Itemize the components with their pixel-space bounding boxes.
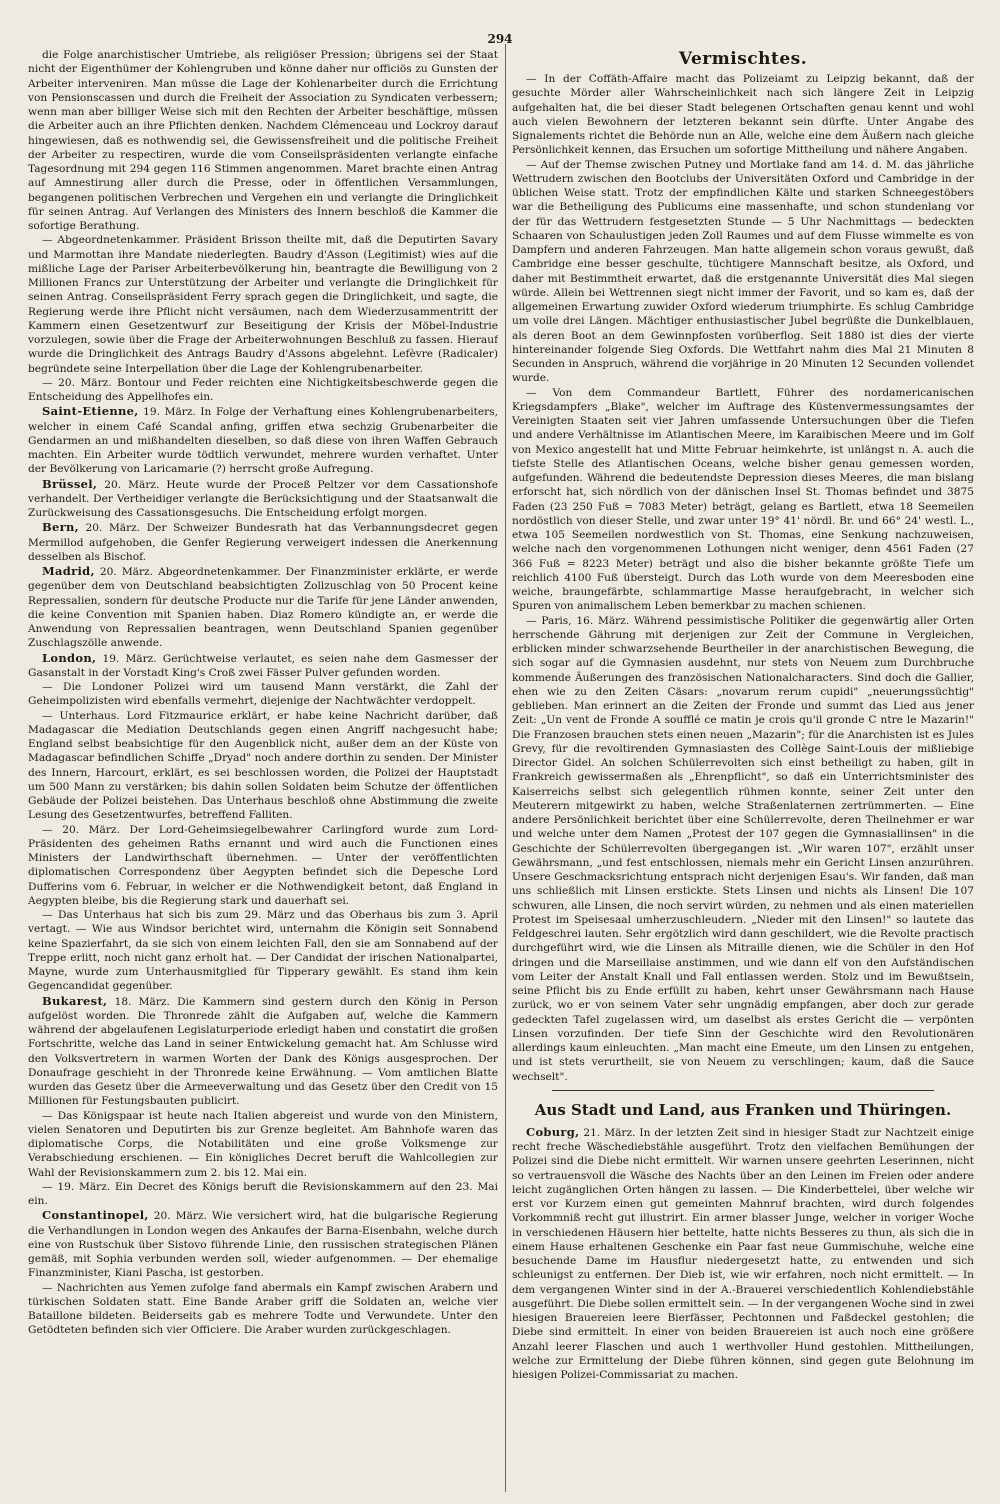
- article-paragraph: [28, 520, 498, 564]
- article-coburg: [512, 1125, 974, 1383]
- article-text: — 20. März. Der Lord-Geheimsiegelbewahrer Carlingford wurde zum Lord-Präsidenten des geheimen Raths ernannt und wird auch die Functionen eines Ministers der Landwirthschaft übernehmen. — Unter der veröffentlichten diplomatischen Correspondenz über Aegypten befindet sich die Depesche Lord Dufferins vom 6. Februar, in welcher er die Nothwendigkeit betont, daß England in Aegypten bleibe, bis die Regierung stark und dauerhaft sei.: [28, 823, 498, 907]
- article-paragraph: [28, 477, 498, 521]
- article-paragraph: [28, 1208, 498, 1280]
- article-paragraph: — Von dem Commandeur Bartlett, Führer des nordamericanischen Kriegsdampfers „Blake", welcher im Auftrage des Küstenvermessungsamtes der Vereinigten Staaten seit vier Jahren umfassende Untersuchungen über die Tiefen und andere Verhältnisse im Atlantischen Meere, im Karaibischen Meere und im Golf von Mexico angestellt hat und Mitte Februar heimkehrte, ist unlängst n. A. auch die tiefste Stelle des Atlantischen Oceans, welche bisher genau gemessen worden, aufgefunden. Während die bedeutendste Depression dieses Meeres, die man bislang erforscht hat, sich nördlich von der dänischen Insel St. Thomas befindet und 3875 Faden (23 250 Fuß = 7083 Meter) beträgt, gelang es Bartlett, etwa 18 Seemeilen nordöstlich von dieser Stelle, und zwar unter 19° 41' nördl. Br. und 66° 24' westl. L., etwa 105 Seemeilen nordwestlich von St. Thomas, eine Senkung nachzuweisen, welche nach den vorgenommenen Lothungen nicht weniger, denn 4561 Faden (27 366 Fuß = 8223 Meter) beträgt und also die bisher bekannte größte Tiefe um reichlich 4100 Fuß übersteigt. Durch das Loth wurde von dem Meeresboden eine weiche, braungefärbte, schlammartige Masse heraufgebracht, in welcher sich Spuren von animalischem Leben bemerkbar zu machen schienen.: [512, 386, 974, 613]
- left-column: [28, 48, 498, 1494]
- dateline: Constantinopel,: [42, 1208, 149, 1223]
- article-paragraph: [28, 233, 498, 376]
- article-paragraph: [28, 376, 498, 405]
- article-paragraph: [28, 680, 498, 709]
- article-text: die Folge anarchistischer Umtriebe, als religiöser Pression; übrigens sei der Staat nicht der Eigenthümer der Kohlengruben und könne daher nur officiös zu Gunsten der Arbeiter interveniren. Man müsse die Lage der Kohlenarbeiter durch die Errichtung von Pensionscassen und durch die Freiheit der Association zu Syndicaten verbessern; wenn man aber billiger Weise sich mit den Rechten der Arbeiter beschäftige, müssen die Arbeiter auch an ihre Pflichten denken. Nachdem Clémenceau und Lockroy darauf hingewiesen, daß es nothwendig sei, die Gewissensfreiheit und die politische Freiheit der Arbeiter zu respectiren, wurde die vom Conseilspräsidenten verlangte einfache Tagesordnung mit 294 gegen 116 Stimmen angenommen. Maret brachte einen Antrag auf Amnestirung aller durch die Presse, oder in öffentlichen Versammlungen, begangenen politischen Verbrechen und Vergehen ein und verlangte die Dringlichkeit für seinen Antrag. Auf Verlangen des Ministers des Innern beschloß die Kammer die sofortige Berathung.: [28, 49, 498, 232]
- right-column: [512, 48, 974, 1494]
- article-paragraph: — Auf der Themse zwischen Putney und Mortlake fand am 14. d. M. das jährliche Wettrudern zwischen den Bootclubs der Universitäten Oxford und Cambridge in der üblichen Weise statt. Trotz der empfindlichen Kälte und starken Schneegestöbers war die Betheiligung des Publicums eine massenhafte, und schon stundenlang vor der für das Wettrudern festgesetzten Stunde — 5 Uhr Nachmittags — bedeckten Schaaren von Schaulustigen jeden Zoll Raumes und auf dem Flusse wimmelte es von Dampfern und anderen Fahrzeugen. Man hatte allgemein schon voraus gewußt, daß Cambridge eine besser geschulte, tüchtigere Mannschaft besitze, als Oxford, und daher mit Bestimmtheit erwartet, daß die erstgenannte Universität dies Mal siegen würde. Allein bei Wettrennen siegt nicht immer der Favorit, und so kam es, daß der allgemeinen Erwartung zuwider Oxford wiederum triumphirte. Es schlug Cambridge um volle drei Längen. Mächtiger enthusiastischer Jubel begrüßte die Dunkelblauen, als deren Boot an dem Gewinnpfosten vorüberflog. Seit 1880 ist dies der vierte hintereinander folgende Sieg Oxfords. Die Wettfahrt nahm dies Mal 21 Minuten 8 Secunden in Anspruch, während die vorjährige in 20 Minuten 12 Secunden vollendet wurde.: [512, 158, 974, 385]
- column-divider: [505, 44, 506, 1492]
- article-paragraph: [28, 651, 498, 681]
- dateline: Bukarest,: [42, 993, 108, 1008]
- article-text: 18. März. Die Kammern sind gestern durch den König in Person aufgelöst worden. Die Thronrede zählt die Aufgaben auf, welche die Kammern während der abgelaufenen Legislaturperiode erledigt haben und constatirt die großen Fortschritte, welche das Land in seiner Entwickelung gemacht hat. Am Schlusse wird den Volksvertretern in warmen Worten der Dank des Königs ausgesprochen. Der Donaufrage geschieht in der Thronrede keine Erwähnung. — Vom amtlichen Blatte wurden das Gesetz über die Armeeverwaltung und das Gesetz über den Credit von 15 Millionen für Festungsbauten publicirt.: [28, 995, 498, 1108]
- article-text: — Das Königspaar ist heute nach Italien abgereist und wurde von den Ministern, vielen Senatoren und Deputirten bis zur Grenze begleitet. Am Bahnhofe waren das diplomatische Corps, die Notabilitäten und eine große Volksmenge zur Verabschiedung erschienen. — Ein königliches Decret beruft die Wahlcollegien zur Wahl der Revisionskammern zum 2. bis 12. Mai ein.: [28, 1109, 498, 1179]
- article-text: 19. März. In Folge der Verhaftung eines Kohlengrubenarbeiters, welcher in einem Café Scandal anfing, griffen etwa sechzig Grubenarbeiter die Gendarmen an und mißhandelten dieselben, so daß diese von ihren Waffen Gebrauch machten. Ein Arbeiter wurde tödtlich verwundet, mehrere wurden verhaftet. Unter der Bevölkerung von Laricamarie (?) herrscht große Aufregung.: [28, 406, 498, 476]
- article-paragraph: — Paris, 16. März. Während pessimistische Politiker die gegenwärtig aller Orten herrschende Gährung mit derjenigen zur Zeit der Commune in Vergleichen, erblicken minder schwarzsehende Beurtheiler in der anarchistischen Bewegung, die sich sogar auf die Gymnasien ausdehnt, nur stets von Neuem zum Durchbruche kommende Äußerungen des französischen Nationalcharacters. Sind doch die Gallier, ehen wie zu den Zeiten Cäsars: „novarum rerum cupidi" „neuerungssüchtig" geblieben. Man erinnert an die Zeiten der Fronde und summt das Lied aus jener Zeit: „Un vent de Fronde A soufflé ce matin je crois qu'il gronde C ntre le Mazarin!" Die Franzosen brauchen stets einen neuen „Mazarin"; für die Anarchisten ist es Jules Grevy, für die revoltirenden Gymnasiasten des Collège Saint-Louis der mißliebige Director Gidel. An solchen Schülerrevolten sich einst betheiligt zu haben, gilt in Frankreich gewissermaßen als „Ehrenpflicht", so daß ein Unterrichtsminister des Kaiserreichs selbst sich gelegentlich rühmen konnte, seiner Zeit unter den Meuterern mitgewirkt zu haben, welche Straßenlaternen zertrümmerten. — Eine andere Persönlichkeit berichtet über eine Schülerrevolte, deren Theilnehmer er war und welche unter dem Namen „Protest der 107 gegen die Gymnasiallinsen" in die Geschichte der Schülerrevolten übergegangen ist. „Wir waren 107", erzählt unser Gewährsmann, „und fest entschlossen, niemals mehr ein Gericht Linsen anzurühren. Unsere Geschmacksrichtung entsprach nicht derjenigen Esau's. Wir fanden, daß man uns schließlich mit Linsen erstickte. Stets Linsen und nichts als Linsen! Die 107 schwuren, alle Linsen, die noch servirt würden, zu nehmen und als einen materiellen Protest im Speisesaal umherzuschleudern. „Nieder mit den Linsen!" so lautete das Feldgeschrei lauten. Sehr ergötzlich wird dann geschildert, wie die Revolte practisch durchgeführt wird, wie die Linsen als Mitraille dienen, wie die Schüler in den Hof dringen und die Marseillaise anstimmen, und wie dann elf von den Aufständischen vom Leiter der Anstalt Knall und Fall entlassen werden. Stolz und im Bewußtsein, seine Pflicht bis zu Ende erfüllt zu haben, kehrt unser Gewährsmann nach Hause zurück, wo er von seinem Vater sehr ungnädig empfangen, aber doch zur gerade gedeckten Tafel zugelassen wird, um daselbst als erstes Gericht die — verpönten Linsen vorzufinden. Der tiefe Sinn der Geschichte wird den Revolutionären allerdings kaum einleuchten. „Man macht eine Emeute, um den Linsen zu entgehen, und ist stets verurtheilt, sie von Neuem zu verschlingen; kaum, daß die Sauce wechselt".: [512, 614, 974, 1083]
- article-text: — 20. März. Bontour und Feder reichten eine Nichtigkeitsbeschwerde gegen die Entscheidung des Appellhofes ein.: [28, 376, 498, 403]
- article-paragraph: [28, 908, 498, 994]
- article-text: — Das Unterhaus hat sich bis zum 29. März und das Oberhaus bis zum 3. April vertagt. — Wie aus Windsor berichtet wird, unternahm die Königin seit Sonnabend keine Spazierfahrt, da sie sich von einem leichten Fall, den sie am Sonnabend auf der Treppe erlitt, noch nicht ganz erholt hat. — Der Candidat der irischen Nationalpartei, Mayne, wurde zum Unterhausmitglied für Tipperary gewählt. Es stand ihm kein Gegencandidat gegenüber.: [28, 909, 498, 993]
- article-paragraph: — In der Coffäth-Affaire macht das Polizeiamt zu Leipzig bekannt, daß der gesuchte Mörder aller Wahrscheinlichkeit nach sich längere Zeit in Leipzig aufgehalten hat, die bei dieser Stadt belegenen Ortschaften genau kennt und wohl auch vielen Bewohnern der letzteren bekannt sein dürfte. Unter Angabe des Signalements richtet die Behörde nun an Alle, welche eine dem Äußern nach gleiche Persönlichkeit kennen, das Ersuchen um sofortige Mittheilung und nähere Angaben.: [512, 73, 974, 157]
- article-paragraph: [28, 1109, 498, 1180]
- vermischtes-articles: [512, 72, 974, 1084]
- article-paragraph: [28, 404, 498, 476]
- article-paragraph: [28, 709, 498, 823]
- section-divider: [552, 1090, 934, 1091]
- section-title-regional: Aus Stadt und Land, aus Franken und Thüringen.: [534, 1100, 952, 1119]
- page-number: 294: [487, 32, 513, 46]
- article-text: 20. März. Wie versichert wird, hat die bulgarische Regierung die Verhandlungen in London wegen des Ankaufes der Barna-Eisenbahn, welche durch eine von Rustschuk über Sistovo führende Linie, den russischen strategischen Plänen gemäß, mit Sophia verbunden werden soll, wieder aufgenommen. — Der ehemalige Finanzminister, Kiani Pascha, ist gestorben.: [28, 1210, 498, 1280]
- article-paragraph: [28, 994, 498, 1109]
- dateline: London,: [42, 650, 97, 665]
- dateline: Coburg,: [526, 1124, 580, 1139]
- article-text: — Die Londoner Polizei wird um tausend Mann verstärkt, die Zahl der Geheimpolizisten wird ebenfalls vermehrt, diejenige der Nachtwächter verdoppelt.: [28, 681, 498, 708]
- article-paragraph: [28, 1180, 498, 1209]
- article-text: 21. März. In der letzten Zeit sind in hiesiger Stadt zur Nachtzeit einige recht freche Wäschediebstähle ausgeführt. Trotz den vielfachen Bemühungen der Polizei sind die Diebe nicht ermittelt. Wir warnen unsere geehrten Leserinnen, nicht so vertrauensvoll die Wäsche des Nachts über an den Leinen im Freien oder andere leicht zugänglichen Orten hängen zu lassen. — Die Kinderbettelei, über welche wir erst vor Kurzem einen gut gemeinten Mahnruf brachten, wird durch folgendes Vorkommniß recht gut illustrirt. Ein armer blasser Junge, welcher in voriger Woche in verschiedenen Häusern hier bettelte, hatte nichts Besseres zu thun, als sich die in einem Hause erhaltenen Geschenke ein Paar fast neue Gummischuhe, welche eine besuchende Dame im Hausflur niedergesetzt hatte, zu entwenden und sich schleunigst zu entfernen. Der Dieb ist, wie wir erfahren, noch nicht ermittelt. — In dem vergangenen Winter sind in der A.-Brauerei verschiedentlich Kohlendiebstähle ausgeführt. Die Diebe sollen ermittelt sein. — In der vergangenen Woche sind in zwei hiesigen Brauereien leere Bierfässer, Pechtonnen und Faßdeckel gestohlen; die Diebe sind ermittelt. In einer von beiden Brauereien ist auch noch eine größere Anzahl leerer Flaschen und auch 1 werthvoller Hund gestohlen. Mittheilungen, welche zur Ermittelung der Diebe führen können, sind gegen gute Belohnung im hiesigen Polizei-Commissariat zu machen.: [512, 1126, 974, 1381]
- article-text: — Abgeordnetenkammer. Präsident Brisson theilte mit, daß die Deputirten Savary und Marmottan ihre Mandate niederlegten. Baudry d'Asson (Legitimist) wies auf die mißliche Lage der Pariser Arbeiterbevölkerung hin, beantragte die Bewilligung von 2 Millionen Francs zur Unterstützung der Arbeiter und verlangte die Dringlichkeit für seinen Antrag. Conseilspräsident Ferry sprach gegen die Dringlichkeit, und sagte, die Regierung werde ihre Pflicht nicht versäumen, nach dem Wiederzusammentritt der Kammern einen Gesetzentwurf zur Beseitigung der Krisis der Möbel-Industrie vorzulegen, sowie über die Frage der Arbeiterwohnungen Beschluß zu fassen. Hierauf wurde die Dringlichkeit des Antrags Baudry d'Assons abgelehnt. Lefèvre (Radicaler) begründete seine Interpellation über die Lage der Kohlengrubenarbeiter.: [28, 234, 498, 375]
- dateline: Saint-Etienne,: [42, 404, 139, 419]
- article-paragraph: [28, 1281, 498, 1338]
- article-text: 20. März. Abgeordnetenkammer. Der Finanzminister erklärte, er werde gegenüber dem von Deutschland beabsichtigten Zollzuschlag von 50 Procent keine Repressalien, sondern für deutsche Producte nur die Tarife für jene Länder anwenden, die keine Convention mit Spanien haben. Diaz Romero kündigte an, er werde die Anwendung von Repressalien beantragen, wenn Deutschland Spanien gegenüber Zuschlagszölle anwende.: [28, 566, 498, 650]
- article-text: — 19. März. Ein Decret des Königs beruft die Revisionskammern auf den 23. Mai ein.: [28, 1180, 498, 1207]
- dateline: Bern,: [42, 520, 79, 535]
- section-title-vermischtes: Vermischtes.: [678, 49, 808, 69]
- article-paragraph: [28, 48, 498, 233]
- dateline: Brüssel,: [42, 476, 98, 491]
- dateline: Madrid,: [42, 564, 95, 578]
- article-text: 20. März. Der Schweizer Bundesrath hat das Verbannungsdecret gegen Mermillod aufgehoben, die Genfer Regierung verweigert indessen die Anerkennung desselben als Bischof.: [28, 522, 498, 563]
- article-text: — Unterhaus. Lord Fitzmaurice erklärt, er habe keine Nachricht darüber, daß Madagascar die Mediation Deutschlands gegen einen Angriff nachgesucht habe; England selbst beabsichtige für den Augenblick nicht, außer dem an der Küste von Madagascar befindlichen Schiffe „Dryad" noch andere dorthin zu senden. Der Minister des Innern, Harcourt, erklärt, es sei beschlossen worden, die Polizei der Hauptstadt um 500 Mann zu verstärken; bis dahin sollen Soldaten beim Schutze der öffentlichen Gebäude der Polizei beistehen. Das Unterhaus beschloß ohne Abstimmung die zweite Lesung des Gesetzentwurfes, betreffend Falliten.: [28, 709, 498, 822]
- article-paragraph: [28, 564, 498, 651]
- article-text: — Nachrichten aus Yemen zufolge fand abermals ein Kampf zwischen Arabern und türkischen Soldaten statt. Eine Bande Araber griff die Soldaten an, welche vier Bataillone bildeten. Beiderseits gab es mehrere Todte und Verwundete. Unter den Getödteten befinden sich vier Officiere. Die Araber wurden zurückgeschlagen.: [28, 1281, 498, 1337]
- article-text: 20. März. Heute wurde der Proceß Peltzer vor dem Cassationshofe verhandelt. Der Vertheidiger verlangte die Berücksichtigung und der Staatsanwalt die Zurückweisung des Cassationsgesuchs. Die Entscheidung erfolgt morgen.: [28, 478, 498, 519]
- article-text: 19. März. Gerüchtweise verlautet, es seien nahe dem Gasmesser der Gasanstalt in der Vorstadt King's Croß zwei Fässer Pulver gefunden worden.: [28, 652, 498, 679]
- article-paragraph: [28, 823, 498, 909]
